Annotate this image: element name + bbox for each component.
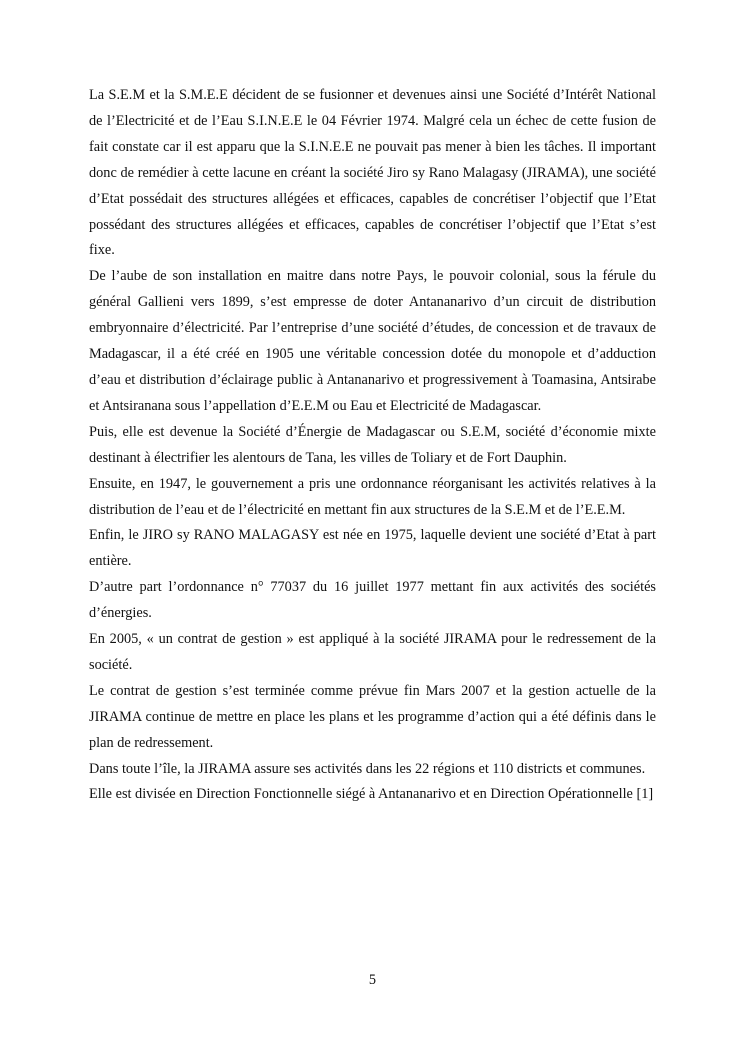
page-number: 5	[368, 972, 377, 988]
paragraph-colonial-origins: De l’aube de son installation en maitre dans notre Pays, le pouvoir colonial, sous la férule du général Gallieni vers 1899, s’est empresse de doter Antananarivo d’un circuit de distribution embryonnaire d’électricité. Par l’entreprise d’une société d’études, de concession et de travaux de Madagascar, il a été créé en 1905 une véritable concession dotée du monopole et d’adduction d’eau et distribution d’éclairage public à Antananarivo et progressivement à Toamasina, Antsirabe et Antsiranana sous l’appellation d’E.E.M ou Eau et Electricité de Madagascar.	[89, 268, 656, 414]
paragraph-2005-contract: En 2005, « un contrat de gestion » est appliqué à la société JIRAMA pour le redressement de la société.	[89, 631, 656, 673]
paragraph-jirama-1975: Enfin, le JIRO sy RANO MALAGASY est née en 1975, laquelle devient une société d’Etat à part entière.	[89, 527, 656, 570]
page-body	[89, 83, 656, 808]
paragraph-contract-end: Le contrat de gestion s’est terminée comme prévue fin Mars 2007 et la gestion actuelle de la JIRAMA continue de mettre en place les plans et les programme d’action qui a été définis dans le plan de redressement.	[89, 682, 656, 751]
paragraph-1947-ordinance: Ensuite, en 1947, le gouvernement a pris une ordonnance réorganisant les activités relatives à la distribution de l’eau et de l’électricité en mettant fin aux structures de la S.E.M et de l’E.E.M.	[89, 475, 656, 518]
paragraph-directions: Elle est divisée en Direction Fonctionnelle siégé à Antananarivo et en Direction Opérationnelle [1]	[89, 786, 654, 803]
paragraph-1977-ordinance: D’autre part l’ordonnance n° 77037 du 16 juillet 1977 mettant fin aux activités des sociétés d’énergies.	[89, 579, 656, 622]
paragraph-sem: Puis, elle est devenue la Société d’Énergie de Madagascar ou S.E.M, société d’économie mixte destinant à électrifier les alentours de Tana, les villes de Toliary et de Fort Dauphin.	[89, 423, 656, 466]
paragraph-regions: Dans toute l’île, la JIRAMA assure ses activités dans les 22 régions et 110 districts et communes.	[89, 760, 646, 777]
paragraph-fusion-sinee: La S.E.M et la S.M.E.E décident de se fusionner et devenues ainsi une Société d’Intérêt National de l’Electricité et de l’Eau S.I.N.E.E le 04 Février 1974. Malgré cela un échec de cette fusion de fait constate car il est apparu que la S.I.N.E.E ne pouvait pas mener à bien les tâches. Il important donc de remédier à cette lacune en créant la société Jiro sy Rano Malagasy (JIRAMA), une société d’Etat possédait des structures allégées et efficaces, capables de concrétiser l’objectif que l’Etat possédant des structures allégées et efficaces, capables de concrétiser l’objectif que l’Etat s’est fixe.	[89, 87, 656, 259]
